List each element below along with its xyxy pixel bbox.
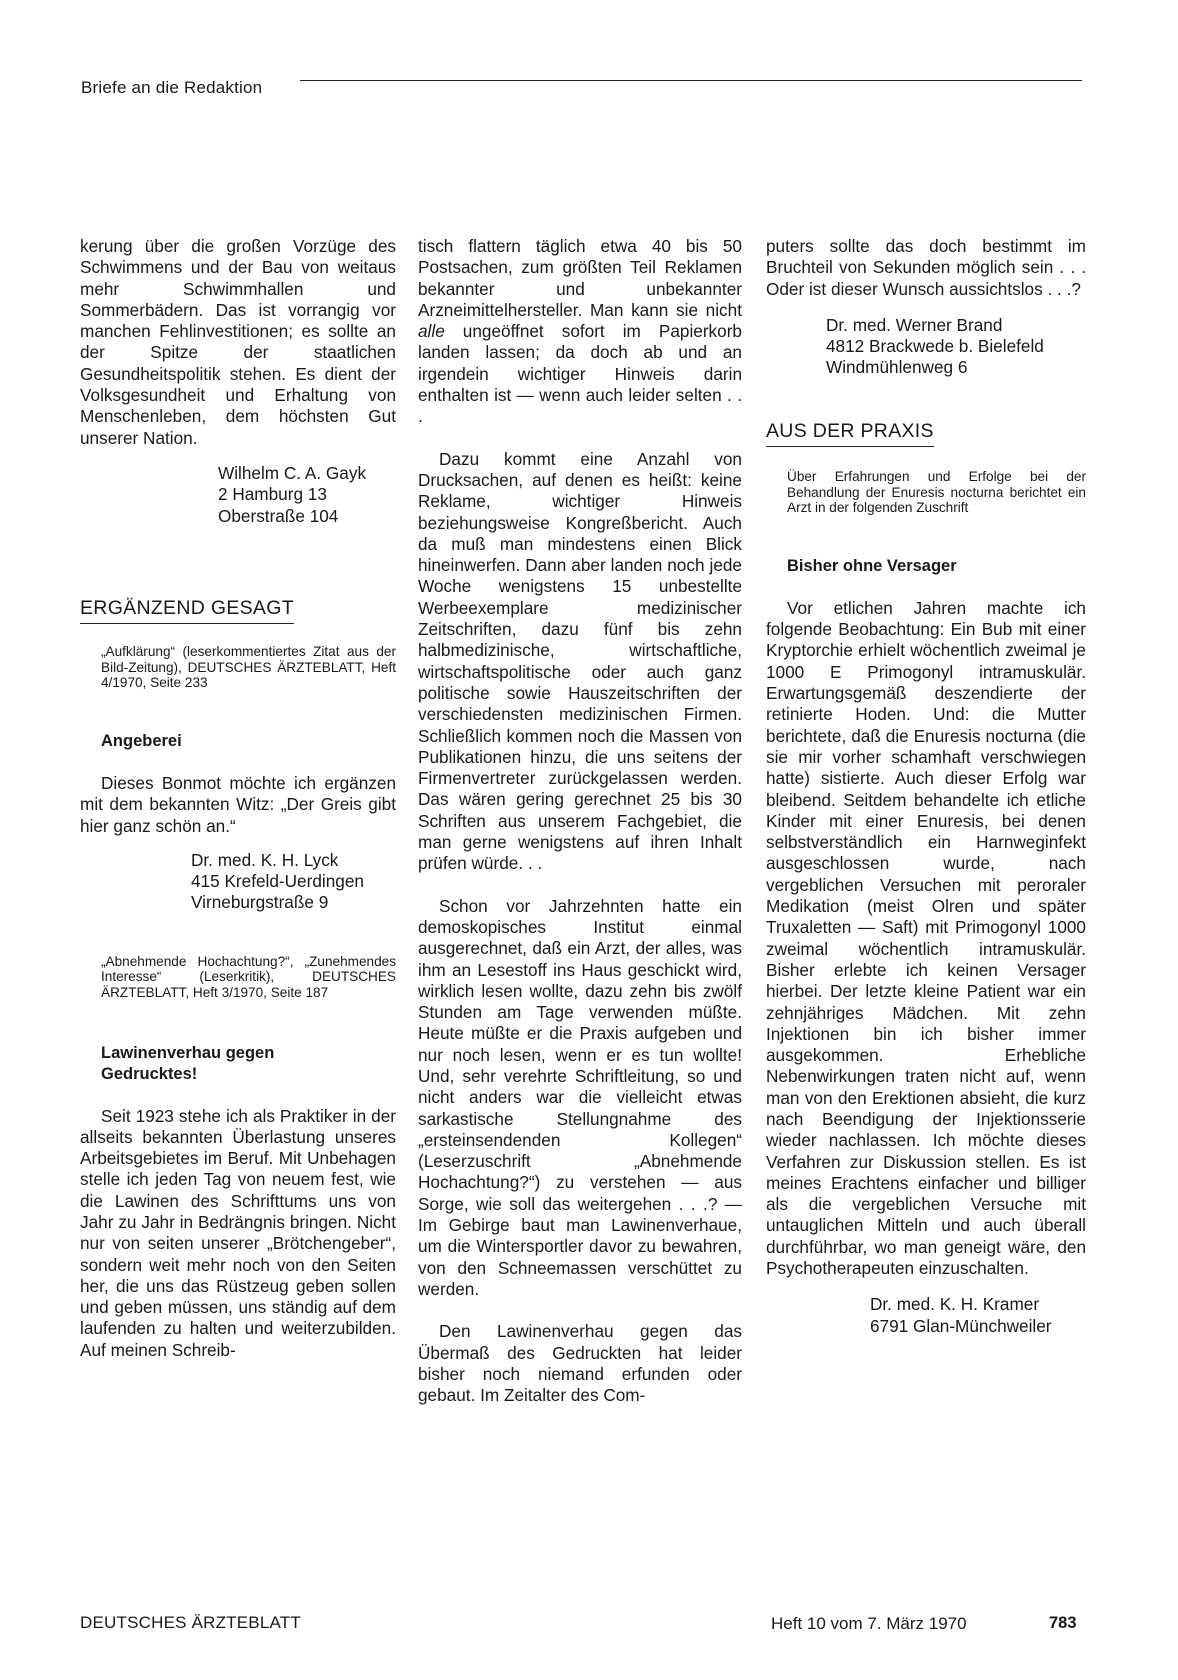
reference-note: „Abnehmende Hochachtung?“, „Zunehmendes Interesse“ (Leserkritik), DEUTSCHES ÄRZTEBLATT, Heft 3/1970, Seite 187	[101, 953, 396, 1000]
signature-street: Virneburgstraße 9	[191, 892, 329, 913]
paragraph-text: ungeöffnet sofort im Papierkorb landen lassen; da doch ab und an irgendein wichtiger Hinweis darin enthalten ist — wenn auch leider selten . . .	[418, 321, 742, 427]
signature-name: Wilhelm C. A. Gayk	[218, 462, 367, 483]
signature-address: 6791 Glan-Münchweiler	[870, 1315, 1052, 1336]
signature	[218, 463, 396, 527]
letter-paragraph: Dieses Bonmot möchte ich ergänzen mit dem bekannten Witz: „Der Greis gibt hier ganz schön an.“	[80, 772, 396, 836]
section-heading: ERGÄNZEND GESAGT	[80, 598, 294, 624]
section-label: Briefe an die Redaktion	[81, 78, 263, 97]
paragraph-text: tisch flattern täglich etwa 40 bis 50 Postsachen, zum größten Teil Reklamen bekannter und unbekannter Arzneimittelhersteller. Man kann sie nicht	[418, 236, 742, 320]
letter-paragraph: Seit 1923 stehe ich als Praktiker in der allseits bekannten Überlastung unseres Arbeitsgebietes im Beruf. Mit Unbehagen stelle ich jeden Tag von neuem fest, wie die Lawinen des Schrifttums uns von Jahr zu Jahr in Bedrängnis bringen. Nicht nur von seiten unserer „Brötchengeber“, sondern weit mehr noch von den Seiten her, die uns das Rüstzeug geben sollen und geben müssen, uns ständig auf dem laufenden zu halten und weiterzubilden. Auf meinen Schreib-	[80, 1105, 396, 1360]
header-rule	[300, 80, 1082, 81]
reference-note: „Aufklärung“ (leserkommentiertes Zitat aus der Bild-Zeitung), DEUTSCHES ÄRZTEBLATT, Heft 4/1970, Seite 233	[101, 644, 396, 691]
subheading-line: Lawinenverhau gegen	[101, 1043, 275, 1062]
emphasis-text: alle	[418, 321, 445, 342]
signature-address: 4812 Brackwede b. Bielefeld	[826, 336, 1044, 357]
section-heading: AUS DER PRAXIS	[766, 421, 934, 447]
signature-address: 2 Hamburg 13	[218, 484, 327, 505]
column-2	[418, 236, 742, 1406]
column-3	[766, 236, 1086, 1337]
reference-note: Über Erfahrungen und Erfolge bei der Behandlung der Enuresis nocturna berichtet ein Arzt in der folgenden Zuschrift	[787, 469, 1086, 516]
signature	[191, 850, 396, 914]
letter-subheading	[101, 1043, 396, 1085]
letter-paragraph: Schon vor Jahrzehnten hatte ein demoskopisches Institut einmal ausgerechnet, daß ein Arzt, der alles, was ihm an Lesestoff ins Haus geschickt wird, wirklich lesen wollte, dazu zehn bis zwölf Stunden am Tage verwenden müßte. Heute müßte er die Praxis aufgeben und nur noch lesen, wenn er es tun wollte! Und, sehr verehrte Schriftleitung, so und nicht anders war die vielleicht etwas sarkastische Stellungnahme des „ersteinsendenden Kollegen“ (Leserzuschrift „Abnehmende Hochachtung?“) zu verstehen — aus Sorge, wie soll das weitergehen . . .? — Im Gebirge baut man Lawinenverhaue, um die Wintersportler davor zu bewahren, von den Schneemassen verschüttet zu werden.	[418, 895, 742, 1299]
column-1	[80, 236, 396, 1361]
signature-address: 415 Krefeld-Uerdingen	[191, 871, 364, 892]
subheading-line: Gedrucktes!	[101, 1064, 198, 1083]
signature	[870, 1294, 1086, 1337]
signature-name: Dr. med. K. H. Lyck	[191, 849, 339, 870]
signature-street: Windmühlenweg 6	[826, 357, 968, 378]
journal-name: DEUTSCHES ÄRZTEBLATT	[80, 1613, 301, 1632]
letter-subheading: Angeberei	[101, 731, 182, 750]
letter-paragraph	[418, 236, 742, 428]
letter-subheading: Bisher ohne Versager	[787, 556, 957, 575]
signature-name: Dr. med. Werner Brand	[826, 314, 1003, 335]
letter-paragraph: Den Lawinenverhau gegen das Übermaß des Gedruckten hat leider bisher noch niemand erfunden oder gebaut. Im Zeitalter des Com-	[418, 1321, 742, 1406]
letter-paragraph: kerung über die großen Vorzüge des Schwimmens und der Bau von weitaus mehr Schwimmhallen und Sommerbädern. Das ist vorrangig vor manchen Fehlinvestitionen; es sollte an der Spitze der staatlichen Gesundheitspolitik stehen. Es dient der Volksgesundheit und Erhaltung von Menschenleben, dem höchsten Gut unserer Nation.	[80, 236, 396, 448]
letter-paragraph: Dazu kommt eine Anzahl von Drucksachen, auf denen es heißt: keine Reklame, wichtiger Hinweis beziehungsweise Kongreßbericht. Auch da muß man mindestens einen Blick hineinwerfen. Dann aber landen noch jede Woche wenigstens 15 unbestellte Werbeexemplare medizinischer Zeitschriften, dazu fünf bis zehn halbmedizinische, wirtschaftliche, wirtschaftspolitische oder auch ganz politische sowie Hauszeitschriften der verschiedensten medizinischen Firmen. Schließlich kommen noch die Massen von Publikationen hinzu, die uns seitens der Firmenvertreter zurückgelassen werden. Das wären gering gerechnet 25 bis 30 Schriften aus unserem Fachgebiet, die man gerne wenigstens auf ihren Inhalt prüfen würde. . .	[418, 448, 742, 874]
letter-paragraph: Vor etlichen Jahren machte ich folgende Beobachtung: Ein Bub mit einer Kryptorchie erhielt wöchentlich zweimal je 1000 E Primogonyl intramuskulär. Erwartungsgemäß deszendierte der retinierte Hoden. Und: die Mutter berichtete, daß die Enuresis nocturna (die sie mir vorher schamhaft verschwiegen hatte) sistierte. Auch dieser Erfolg war bleibend. Seitdem behandelte ich etliche Kinder mit einer Enuresis, bei denen selbstverständlich ein Harnweginfekt ausgeschlossen wurde, nach vergeblichen Versuchen mit peroraler Medikation (meist Olren und später Truxaletten — Saft) mit Primogonyl 1000 zweimal wöchentlich intramuskulär. Bisher erlebte ich keinen Versager hierbei. Der letzte kleine Patient war ein zehnjähriges Mädchen. Mit zehn Injektionen bin ich bisher immer ausgekommen. Erhebliche Nebenwirkungen traten nicht auf, wenn man von den Erektionen absieht, die kurz nach Beendigung der Injektionsserie wieder nachlassen. Ich möchte dieses Verfahren zur Diskussion stellen. Es ist meines Erachtens einfacher und billiger als die vergeblichen Versuche mit untauglichen Mitteln und auch überall durchführbar, wo man geneigt wäre, den Psychotherapeuten einzuschalten.	[766, 597, 1086, 1279]
signature	[826, 315, 1086, 379]
letter-paragraph: puters sollte das doch bestimmt im Bruchteil von Sekunden möglich sein . . . Oder ist dieser Wunsch aussichtslos . . .?	[766, 236, 1086, 299]
page-number: 783	[1049, 1614, 1077, 1632]
signature-street: Oberstraße 104	[218, 505, 339, 526]
issue-info: Heft 10 vom 7. März 1970	[771, 1614, 967, 1633]
signature-name: Dr. med. K. H. Kramer	[870, 1294, 1040, 1315]
